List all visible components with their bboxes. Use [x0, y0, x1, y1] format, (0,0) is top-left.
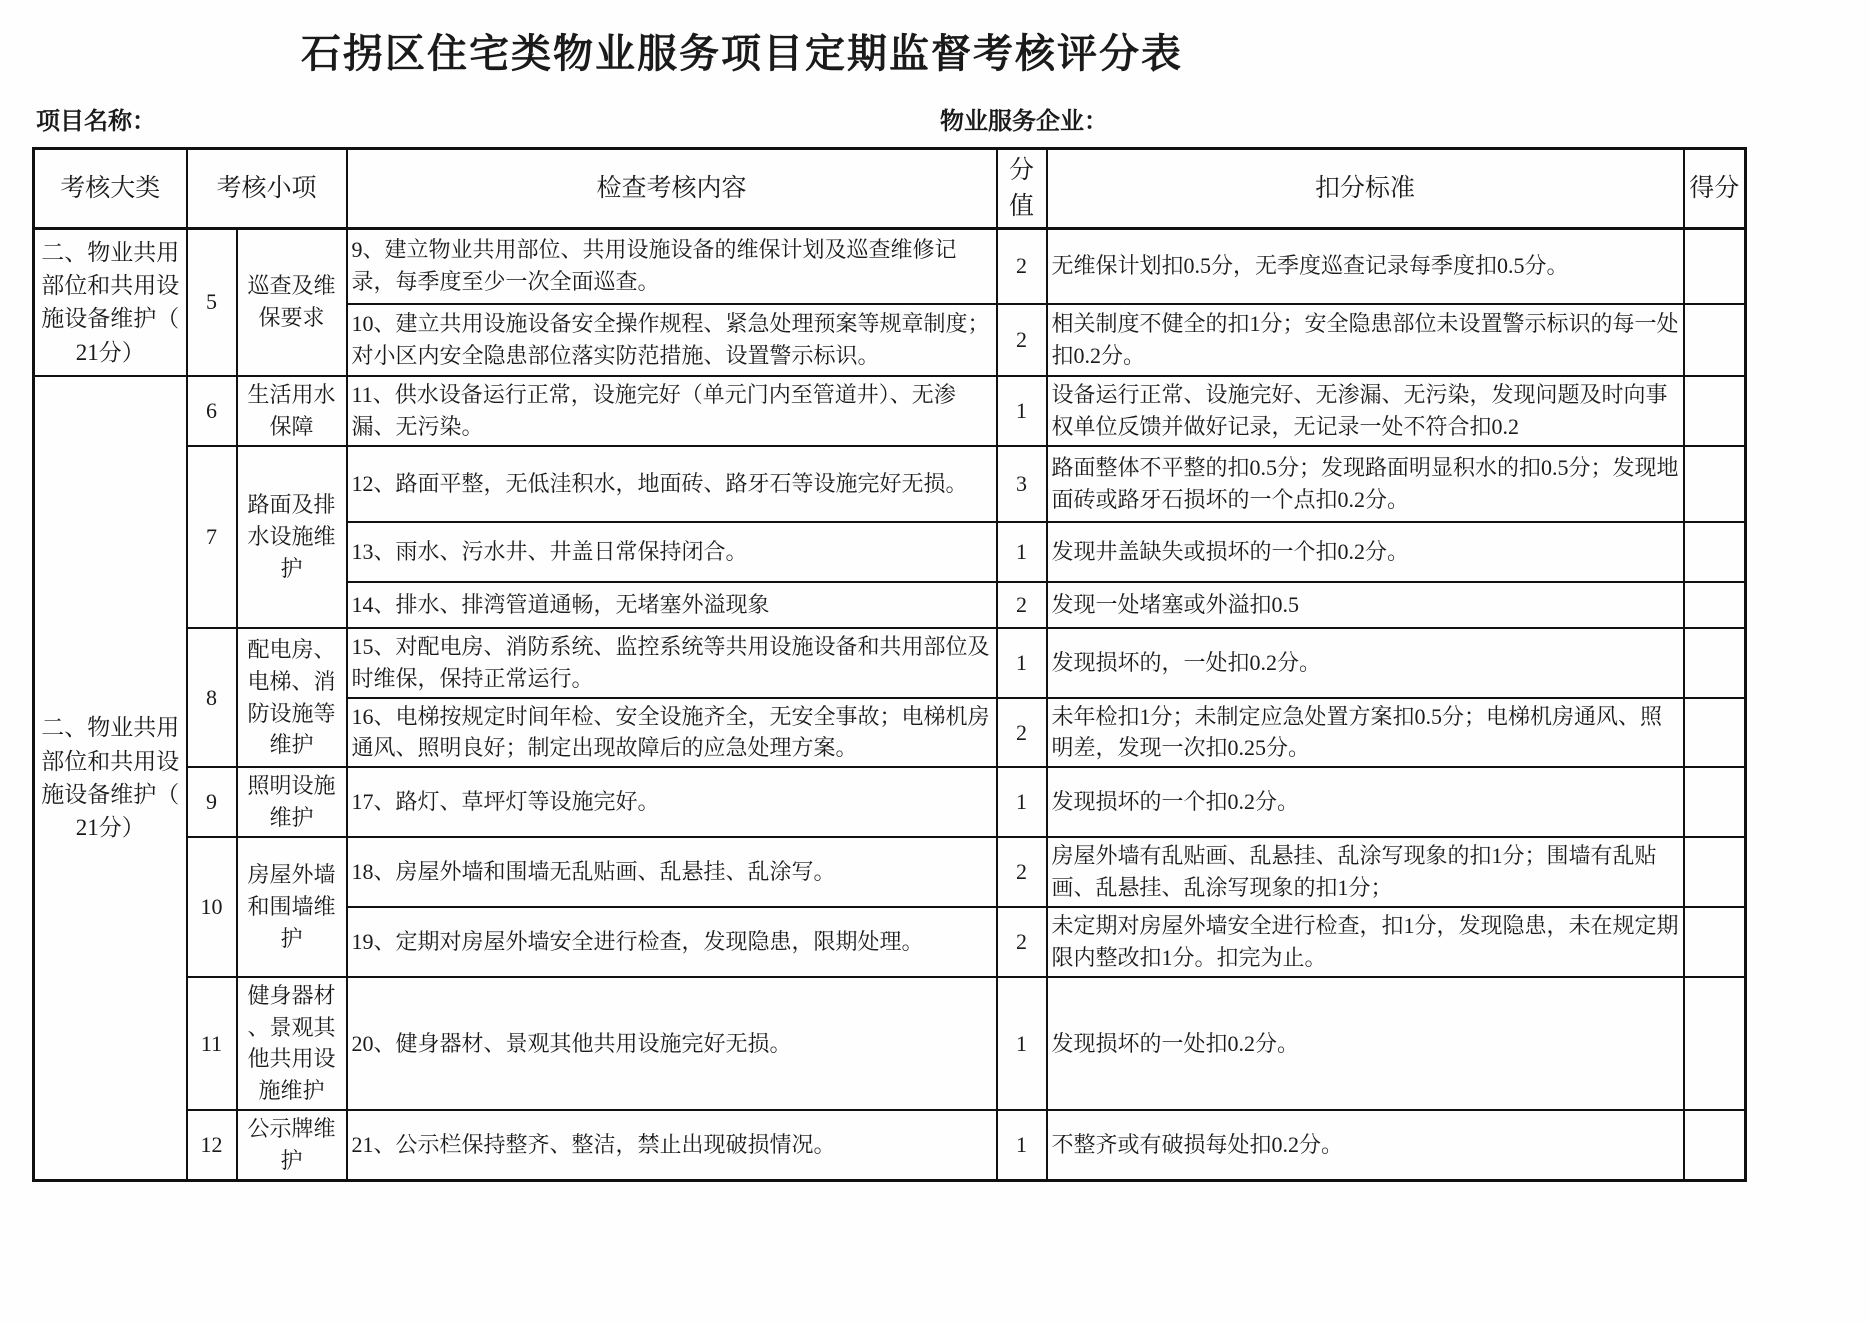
group-10-number: 10 [187, 837, 237, 977]
category-cell-2: 二、物业共用部位和共用设施设备维护（21分） [34, 376, 187, 1181]
project-name-label: 项目名称： [36, 108, 156, 135]
content-cell-15: 15、对配电房、消防系统、监控系统等共用设施设备和共用部位及时维保，保持正常运行。 [347, 628, 997, 698]
group-9-number: 9 [187, 767, 237, 837]
group-5-name: 巡查及维保要求 [237, 228, 347, 376]
category-cell-1: 二、物业共用部位和共用设施设备维护（21分） [34, 228, 187, 376]
value-cell-9: 2 [997, 228, 1047, 304]
content-cell-14: 14、排水、排湾管道通畅，无堵塞外溢现象 [347, 582, 997, 628]
table-row [34, 767, 1746, 837]
score-cell-18 [1684, 837, 1746, 907]
document-title: 石拐区住宅类物业服务项目定期监督考核评分表 [301, 32, 1183, 76]
group-7-number: 7 [187, 446, 237, 628]
header-deduction: 扣分标准 [1047, 149, 1684, 229]
table-row [34, 376, 1746, 446]
value-cell-13: 1 [997, 522, 1047, 582]
content-cell-19: 19、定期对房屋外墙安全进行检查，发现隐患，限期处理。 [347, 907, 997, 977]
group-9-name: 照明设施维护 [237, 767, 347, 837]
content-cell-17: 17、路灯、草坪灯等设施完好。 [347, 767, 997, 837]
group-6-number: 6 [187, 376, 237, 446]
deduction-cell-16: 未年检扣1分；未制定应急处置方案扣0.5分；电梯机房通风、照明差，发现一次扣0.25分。 [1047, 698, 1684, 768]
score-cell-13 [1684, 522, 1746, 582]
table-row [34, 628, 1746, 698]
deduction-cell-9: 无维保计划扣0.5分，无季度巡查记录每季度扣0.5分。 [1047, 228, 1684, 304]
deduction-cell-10: 相关制度不健全的扣1分；安全隐患部位未设置警示标识的每一处扣0.2分。 [1047, 304, 1684, 376]
group-5-number: 5 [187, 228, 237, 376]
table-header-row [34, 149, 1746, 229]
content-cell-10: 10、建立共用设施设备安全操作规程、紧急处理预案等规章制度；对小区内安全隐患部位落实防范措施、设置警示标识。 [347, 304, 997, 376]
header-category: 考核大类 [34, 149, 187, 229]
group-7-name: 路面及排水设施维护 [237, 446, 347, 628]
content-cell-12: 12、路面平整，无低洼积水，地面砖、路牙石等设施完好无损。 [347, 446, 997, 522]
score-cell-12 [1684, 446, 1746, 522]
score-cell-14 [1684, 582, 1746, 628]
value-cell-14: 2 [997, 582, 1047, 628]
meta-row [32, 101, 1744, 137]
score-cell-20 [1684, 977, 1746, 1111]
header-score: 得分 [1684, 149, 1746, 229]
score-cell-16 [1684, 698, 1746, 768]
value-cell-12: 3 [997, 446, 1047, 522]
deduction-cell-19: 未定期对房屋外墙安全进行检查，扣1分，发现隐患，未在规定期限内整改扣1分。扣完为止。 [1047, 907, 1684, 977]
content-cell-9: 9、建立物业共用部位、共用设施设备的维保计划及巡查维修记录，每季度至少一次全面巡查。 [347, 228, 997, 304]
score-cell-11 [1684, 376, 1746, 446]
header-value: 分值 [997, 149, 1047, 229]
content-cell-16: 16、电梯按规定时间年检、安全设施齐全，无安全事故；电梯机房通风、照明良好；制定出现故障后的应急处理方案。 [347, 698, 997, 768]
deduction-cell-18: 房屋外墙有乱贴画、乱悬挂、乱涂写现象的扣1分；围墙有乱贴画、乱悬挂、乱涂写现象的扣1分； [1047, 837, 1684, 907]
assessment-score-table [32, 147, 1747, 1182]
group-8-number: 8 [187, 628, 237, 768]
value-cell-20: 1 [997, 977, 1047, 1111]
deduction-cell-12: 路面整体不平整的扣0.5分；发现路面明显积水的扣0.5分；发现地面砖或路牙石损坏的一个点扣0.2分。 [1047, 446, 1684, 522]
content-cell-18: 18、房屋外墙和围墙无乱贴画、乱悬挂、乱涂写。 [347, 837, 997, 907]
content-cell-11: 11、供水设备运行正常，设施完好（单元门内至管道井）、无渗漏、无污染。 [347, 376, 997, 446]
header-sub-item: 考核小项 [187, 149, 347, 229]
group-11-number: 11 [187, 977, 237, 1111]
deduction-cell-17: 发现损坏的一个扣0.2分。 [1047, 767, 1684, 837]
score-cell-15 [1684, 628, 1746, 698]
header-content: 检查考核内容 [347, 149, 997, 229]
score-cell-21 [1684, 1110, 1746, 1180]
table-row [34, 446, 1746, 522]
value-cell-11: 1 [997, 376, 1047, 446]
group-10-name: 房屋外墙和围墙维护 [237, 837, 347, 977]
value-cell-18: 2 [997, 837, 1047, 907]
score-cell-10 [1684, 304, 1746, 376]
value-cell-15: 1 [997, 628, 1047, 698]
value-cell-19: 2 [997, 907, 1047, 977]
deduction-cell-21: 不整齐或有破损每处扣0.2分。 [1047, 1110, 1684, 1180]
content-cell-13: 13、雨水、污水井、井盖日常保持闭合。 [347, 522, 997, 582]
deduction-cell-15: 发现损坏的，一处扣0.2分。 [1047, 628, 1684, 698]
score-cell-9 [1684, 228, 1746, 304]
score-cell-19 [1684, 907, 1746, 977]
content-cell-20: 20、健身器材、景观其他共用设施完好无损。 [347, 977, 997, 1111]
group-12-name: 公示牌维护 [237, 1110, 347, 1180]
value-cell-21: 1 [997, 1110, 1047, 1180]
table-row [34, 837, 1746, 907]
table-row [34, 1110, 1746, 1180]
group-11-name: 健身器材、景观其他共用设施维护 [237, 977, 347, 1111]
deduction-cell-11: 设备运行正常、设施完好、无渗漏、无污染，发现问题及时向事权单位反馈并做好记录，无记录一处不符合扣0.2 [1047, 376, 1684, 446]
value-cell-10: 2 [997, 304, 1047, 376]
value-cell-16: 2 [997, 698, 1047, 768]
deduction-cell-13: 发现井盖缺失或损坏的一个扣0.2分。 [1047, 522, 1684, 582]
deduction-cell-14: 发现一处堵塞或外溢扣0.5 [1047, 582, 1684, 628]
group-8-name: 配电房、电梯、消防设施等维护 [237, 628, 347, 768]
deduction-cell-20: 发现损坏的一处扣0.2分。 [1047, 977, 1684, 1111]
score-cell-17 [1684, 767, 1746, 837]
value-cell-17: 1 [997, 767, 1047, 837]
company-label: 物业服务企业： [940, 108, 1108, 135]
content-cell-21: 21、公示栏保持整齐、整洁，禁止出现破损情况。 [347, 1110, 997, 1180]
group-6-name: 生活用水保障 [237, 376, 347, 446]
table-row [34, 977, 1746, 1111]
group-12-number: 12 [187, 1110, 237, 1180]
table-row [34, 228, 1746, 304]
